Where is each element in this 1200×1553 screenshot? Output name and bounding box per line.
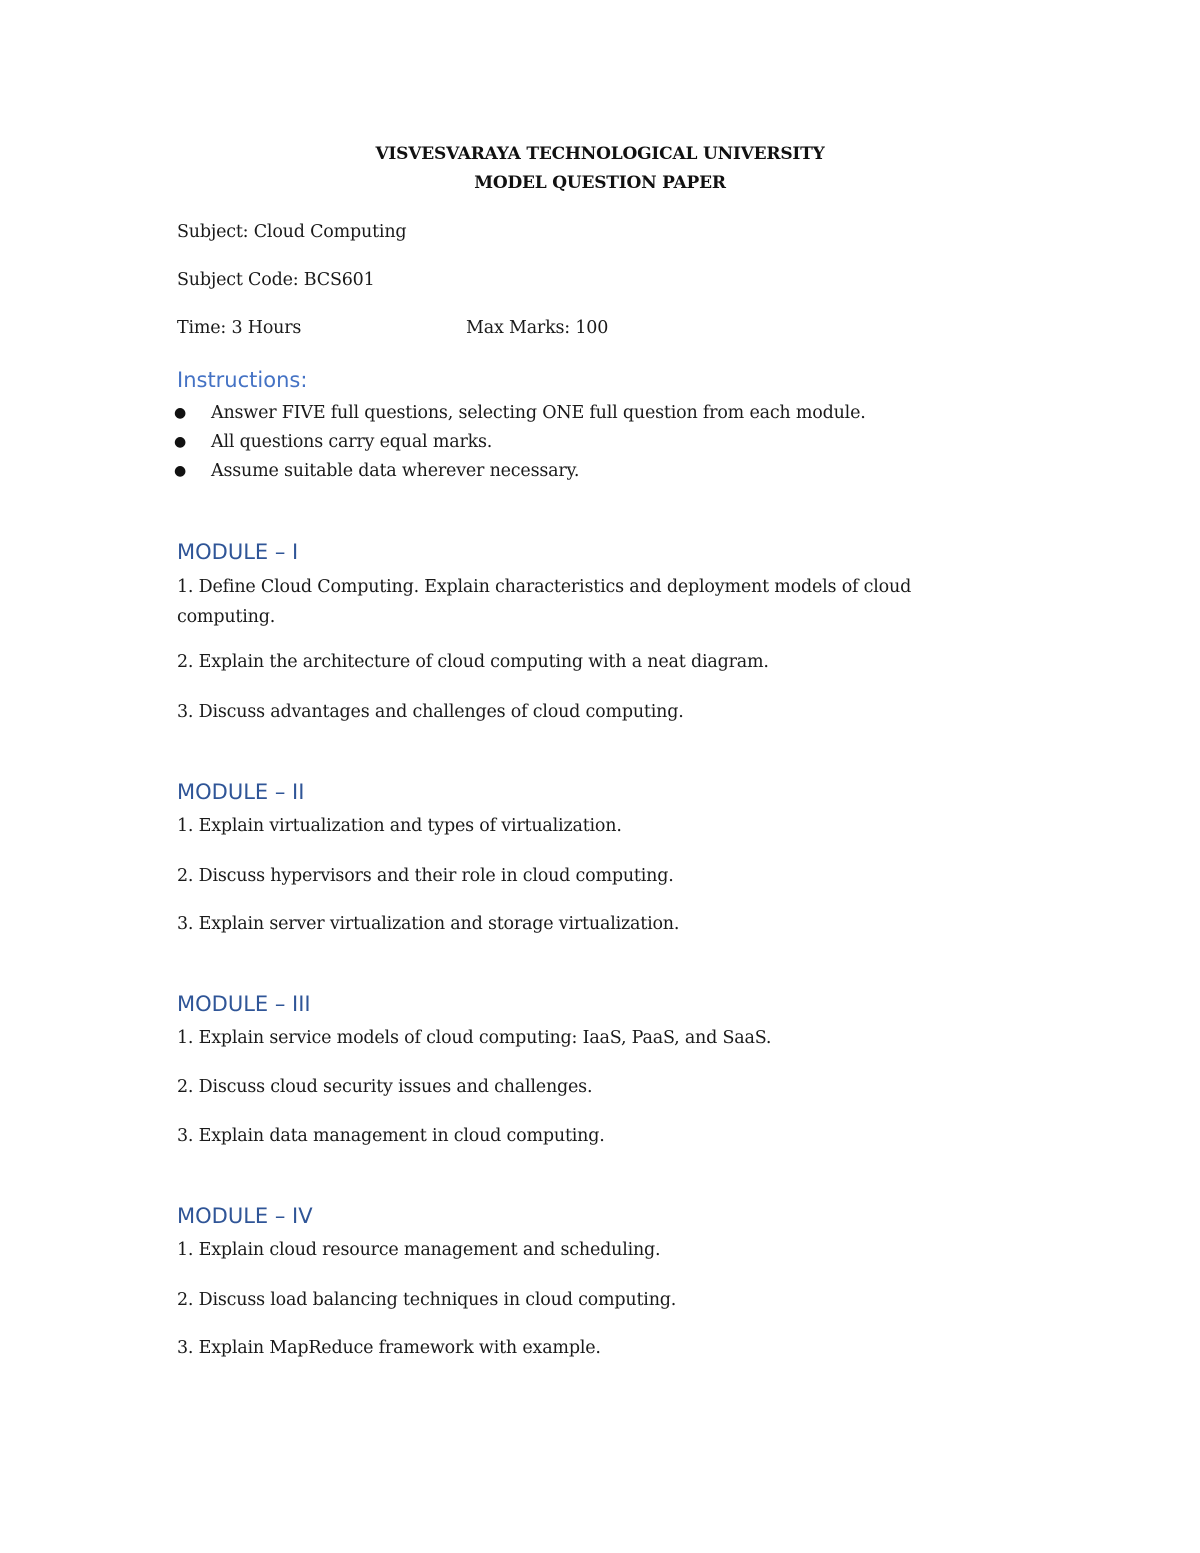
- paper-title: MODEL QUESTION PAPER: [474, 173, 726, 193]
- question-item: 1. Explain cloud resource management and scheduling.: [177, 1240, 661, 1260]
- question-item: 3. Explain MapReduce framework with example.: [177, 1338, 601, 1358]
- bullet-icon: ●: [174, 405, 187, 421]
- question-item: 1. Explain service models of cloud computing: IaaS, PaaS, and SaaS.: [177, 1028, 772, 1048]
- bullet-icon: ●: [174, 434, 187, 450]
- question-item: 3. Explain data management in cloud computing.: [177, 1126, 605, 1146]
- max-marks-line: Max Marks: 100: [466, 318, 609, 338]
- question-item: 2. Discuss hypervisors and their role in cloud computing.: [177, 866, 674, 886]
- bullet-icon: ●: [174, 463, 187, 479]
- question-item: 1. Explain virtualization and types of virtualization.: [177, 816, 622, 836]
- subject-code-line: Subject Code: BCS601: [177, 270, 375, 290]
- question-item: 3. Discuss advantages and challenges of cloud computing.: [177, 702, 684, 722]
- question-item: 2. Discuss load balancing techniques in cloud computing.: [177, 1290, 677, 1310]
- question-item: 1. Define Cloud Computing. Explain characteristics and deployment models of cloud computing.: [177, 577, 912, 627]
- module-heading: MODULE – II: [177, 780, 305, 804]
- module-heading: MODULE – I: [177, 540, 299, 564]
- subject-line: Subject: Cloud Computing: [177, 222, 407, 242]
- question-item: 2. Discuss cloud security issues and challenges.: [177, 1077, 593, 1097]
- instruction-item: All questions carry equal marks.: [211, 432, 493, 452]
- instructions-heading: Instructions:: [177, 368, 308, 392]
- university-title: VISVESVARAYA TECHNOLOGICAL UNIVERSITY: [375, 144, 825, 164]
- question-item: 3. Explain server virtualization and storage virtualization.: [177, 914, 680, 934]
- time-line: Time: 3 Hours: [177, 318, 302, 338]
- instruction-item: Assume suitable data wherever necessary.: [211, 461, 580, 481]
- module-heading: MODULE – IV: [177, 1204, 313, 1228]
- module-heading: MODULE – III: [177, 992, 311, 1016]
- instruction-item: Answer FIVE full questions, selecting ONE full question from each module.: [211, 403, 866, 423]
- question-item: 2. Explain the architecture of cloud computing with a neat diagram.: [177, 652, 769, 672]
